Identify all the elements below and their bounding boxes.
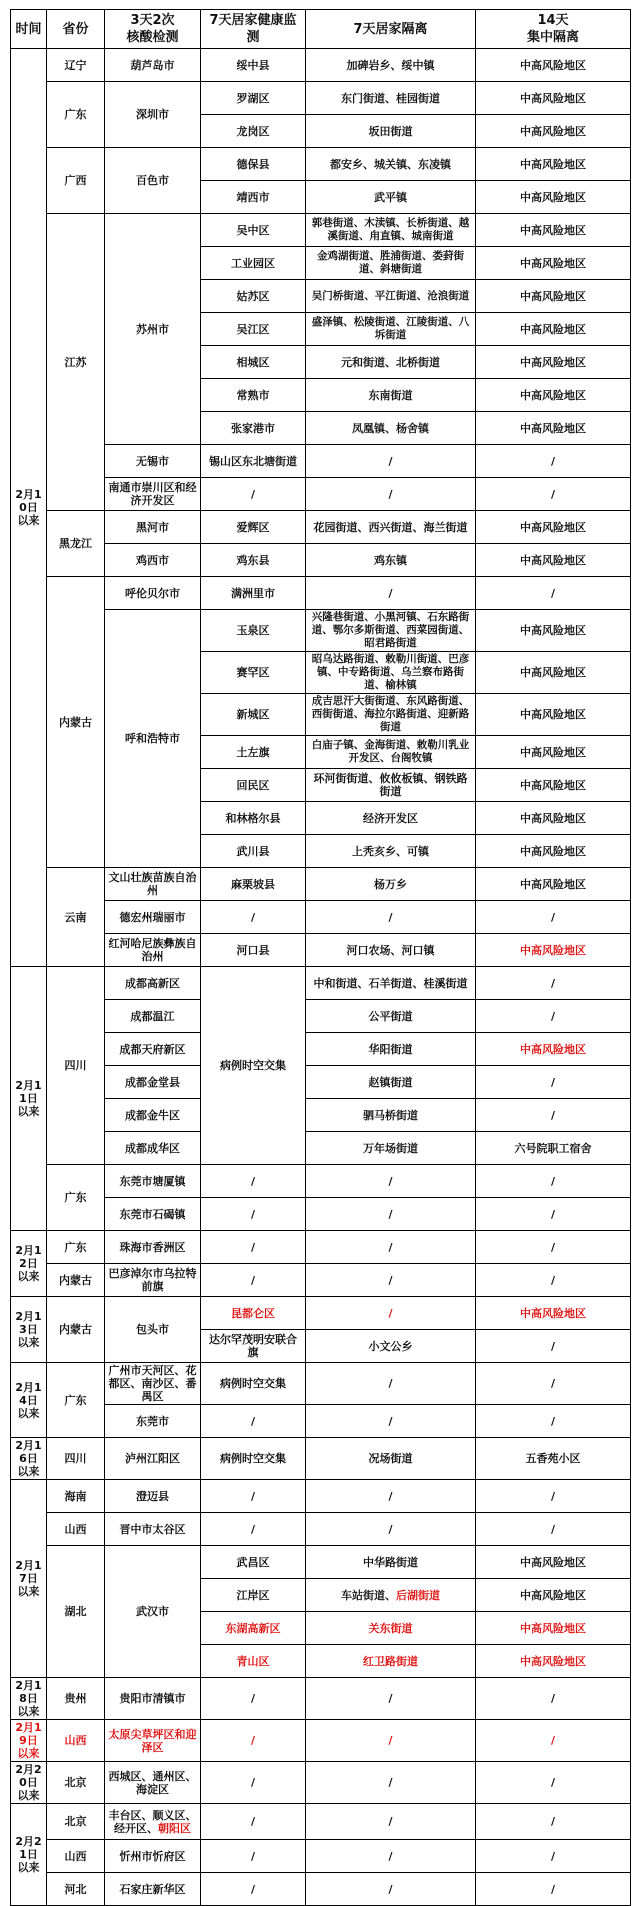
home-health-cell: 土左旗 <box>201 736 306 769</box>
table-row <box>11 1804 631 1840</box>
home-isolation-cell: 坂田街道 <box>306 115 476 148</box>
home-health-cell: / <box>201 1678 306 1720</box>
home-isolation-cell: 环河街街道、攸攸板镇、钢铁路街道 <box>306 769 476 802</box>
home-isolation-cell: 凤凰镇、杨舍镇 <box>306 412 476 445</box>
table-row <box>11 1438 631 1480</box>
home-isolation-cell: 中华路街道 <box>306 1546 476 1579</box>
home-health-cell: 爱辉区 <box>201 511 306 544</box>
home-health-cell: 病例时空交集 <box>201 967 306 1165</box>
time-cell: 2月21日以来 <box>11 1804 47 1906</box>
home-isolation-cell: / <box>306 1363 476 1405</box>
home-health-cell: 吴江区 <box>201 313 306 346</box>
time-cell: 2月14日以来 <box>11 1363 47 1438</box>
city-cell: 东莞市石碣镇 <box>105 1198 201 1231</box>
central-isolation-cell: 中高风险地区 <box>476 1546 631 1579</box>
province-cell: 内蒙古 <box>47 1264 105 1297</box>
city-cell: 贵阳市清镇市 <box>105 1678 201 1720</box>
header-row <box>11 10 631 49</box>
home-health-cell: / <box>201 1804 306 1840</box>
city-cell: 太原尖草坪区和迎泽区 <box>105 1720 201 1762</box>
home-isolation-cell: 昭乌达路街道、敕勒川街道、巴彦镇、中专路街道、乌兰察布路街道、榆林镇 <box>306 652 476 694</box>
central-isolation-cell: / <box>476 1264 631 1297</box>
central-isolation-cell: 中高风险地区 <box>476 1033 631 1066</box>
city-cell: 澄迈县 <box>105 1480 201 1513</box>
table-row <box>11 1840 631 1873</box>
home-health-cell: 东湖高新区 <box>201 1612 306 1645</box>
time-cell: 2月18日以来 <box>11 1678 47 1720</box>
central-isolation-cell: / <box>476 901 631 934</box>
central-isolation-cell: / <box>476 1840 631 1873</box>
home-isolation-cell: 元和街道、北桥街道 <box>306 346 476 379</box>
central-isolation-cell: 中高风险地区 <box>476 802 631 835</box>
home-health-cell: 回民区 <box>201 769 306 802</box>
home-health-cell: 江岸区 <box>201 1579 306 1612</box>
city-cell: 南通市崇川区和经济开发区 <box>105 478 201 511</box>
central-isolation-cell: 中高风险地区 <box>476 1297 631 1330</box>
home-isolation-cell: 小文公乡 <box>306 1330 476 1363</box>
home-health-cell: 玉泉区 <box>201 610 306 652</box>
central-isolation-cell: 中高风险地区 <box>476 280 631 313</box>
home-isolation-cell: / <box>306 1720 476 1762</box>
home-health-cell: 姑苏区 <box>201 280 306 313</box>
home-isolation-cell: 赵镇街道 <box>306 1066 476 1099</box>
home-isolation-cell: 河口农场、河口镇 <box>306 934 476 967</box>
home-health-cell: 鸡东县 <box>201 544 306 577</box>
central-isolation-cell: 中高风险地区 <box>476 379 631 412</box>
home-health-cell: 武昌区 <box>201 1546 306 1579</box>
time-cell: 2月20日以来 <box>11 1762 47 1804</box>
province-cell: 山西 <box>47 1513 105 1546</box>
table-row <box>11 1513 631 1546</box>
home-health-cell: / <box>201 1720 306 1762</box>
table-row <box>11 1546 631 1579</box>
city-cell <box>105 1804 201 1840</box>
province-cell: 四川 <box>47 967 105 1165</box>
risk-area-table <box>10 9 631 1906</box>
table-row <box>11 511 631 544</box>
city-cell: 西城区、通州区、海淀区 <box>105 1762 201 1804</box>
home-health-cell: 相城区 <box>201 346 306 379</box>
city-part-a: 丰台区、顺义区、经开区、 <box>108 1808 197 1835</box>
home-health-cell: 赛罕区 <box>201 652 306 694</box>
time-cell: 2月10日以来 <box>11 49 47 967</box>
central-isolation-cell: 中高风险地区 <box>476 835 631 868</box>
home-isolation-cell: / <box>306 901 476 934</box>
home-isolation-cell: 都安乡、城关镇、东凌镇 <box>306 148 476 181</box>
table-row <box>11 577 631 610</box>
central-isolation-cell: / <box>476 577 631 610</box>
home-health-cell: / <box>201 1513 306 1546</box>
central-isolation-cell: / <box>476 445 631 478</box>
central-isolation-cell: / <box>476 1804 631 1840</box>
home-isolation-cell: 花园街道、西兴街道、海兰街道 <box>306 511 476 544</box>
home-isolation-cell: 关东街道 <box>306 1612 476 1645</box>
table-row <box>11 49 631 82</box>
province-cell: 内蒙古 <box>47 577 105 868</box>
home-isolation-cell: 上秃亥乡、可镇 <box>306 835 476 868</box>
central-isolation-cell: 中高风险地区 <box>476 313 631 346</box>
city-cell: 呼和浩特市 <box>105 610 201 868</box>
central-isolation-cell: 中高风险地区 <box>476 1645 631 1678</box>
table-row <box>11 1762 631 1804</box>
home-isolation-cell: / <box>306 1198 476 1231</box>
city-cell: 成都高新区 <box>105 967 201 1000</box>
central-isolation-cell: / <box>476 1165 631 1198</box>
city-cell: 成都温江 <box>105 1000 201 1033</box>
home-isolation-cell: 华阳街道 <box>306 1033 476 1066</box>
home-isolation-cell: 盛泽镇、松陵街道、江陵街道、八坼街道 <box>306 313 476 346</box>
central-isolation-cell: 六号院职工宿舍 <box>476 1132 631 1165</box>
province-cell: 云南 <box>47 868 105 967</box>
home-isolation-cell: / <box>306 1678 476 1720</box>
city-cell: 成都天府新区 <box>105 1033 201 1066</box>
time-cell: 2月19日以来 <box>11 1720 47 1762</box>
city-cell: 石家庄新华区 <box>105 1873 201 1906</box>
home-health-cell: 龙岗区 <box>201 115 306 148</box>
central-isolation-cell: / <box>476 1678 631 1720</box>
home-isolation-cell: 杨万乡 <box>306 868 476 901</box>
city-cell: 葫芦岛市 <box>105 49 201 82</box>
city-cell: 鸡西市 <box>105 544 201 577</box>
header-home-isolation: 7天居家隔离 <box>306 10 476 49</box>
central-isolation-cell: / <box>476 1513 631 1546</box>
city-cell: 红河哈尼族彝族自治州 <box>105 934 201 967</box>
home-isolation-cell: 公平街道 <box>306 1000 476 1033</box>
central-isolation-cell: 中高风险地区 <box>476 115 631 148</box>
city-cell: 包头市 <box>105 1297 201 1363</box>
iso-part-b: 后湖街道 <box>396 1588 440 1602</box>
city-cell: 深圳市 <box>105 82 201 148</box>
province-cell: 广东 <box>47 82 105 148</box>
home-health-cell: 张家港市 <box>201 412 306 445</box>
home-health-cell: 新城区 <box>201 694 306 736</box>
table-row <box>11 214 631 247</box>
central-isolation-cell: / <box>476 1405 631 1438</box>
home-health-cell: / <box>201 1264 306 1297</box>
home-isolation-cell: / <box>306 1804 476 1840</box>
province-cell: 山西 <box>47 1840 105 1873</box>
city-cell: 呼伦贝尔市 <box>105 577 201 610</box>
province-cell: 黑龙江 <box>47 511 105 577</box>
home-health-cell: 锡山区东北塘街道 <box>201 445 306 478</box>
city-cell: 黑河市 <box>105 511 201 544</box>
central-isolation-cell: 中高风险地区 <box>476 49 631 82</box>
time-cell: 2月17日以来 <box>11 1480 47 1678</box>
central-isolation-cell: / <box>476 478 631 511</box>
home-health-cell: / <box>201 901 306 934</box>
city-part-b: 朝阳区 <box>158 1821 191 1835</box>
province-cell: 河北 <box>47 1873 105 1906</box>
home-health-cell: / <box>201 478 306 511</box>
home-health-cell: / <box>201 1762 306 1804</box>
home-health-cell: 武川县 <box>201 835 306 868</box>
city-cell: 成都金堂县 <box>105 1066 201 1099</box>
central-isolation-cell: 中高风险地区 <box>476 694 631 736</box>
time-cell: 2月11日以来 <box>11 967 47 1231</box>
home-health-cell: 满洲里市 <box>201 577 306 610</box>
home-isolation-cell: / <box>306 1840 476 1873</box>
city-cell: 珠海市香洲区 <box>105 1231 201 1264</box>
home-isolation-cell: 万年场街道 <box>306 1132 476 1165</box>
time-cell: 2月16日以来 <box>11 1438 47 1480</box>
province-cell: 广东 <box>47 1231 105 1264</box>
city-cell: 巴彦淖尔市乌拉特前旗 <box>105 1264 201 1297</box>
home-health-cell: / <box>201 1165 306 1198</box>
home-health-cell: 病例时空交集 <box>201 1438 306 1480</box>
home-isolation-cell: 武平镇 <box>306 181 476 214</box>
home-health-cell: 靖西市 <box>201 181 306 214</box>
table-row <box>11 868 631 901</box>
home-health-cell: / <box>201 1840 306 1873</box>
city-cell: 泸州江阳区 <box>105 1438 201 1480</box>
header-nucleic-test <box>105 10 201 49</box>
central-isolation-cell: 中高风险地区 <box>476 214 631 247</box>
time-cell: 2月12日以来 <box>11 1231 47 1297</box>
table-row <box>11 1231 631 1264</box>
city-cell: 忻州市忻府区 <box>105 1840 201 1873</box>
central-isolation-cell: 中高风险地区 <box>476 346 631 379</box>
home-health-cell: 德保县 <box>201 148 306 181</box>
header-central-line1: 14天 <box>537 13 569 28</box>
province-cell: 江苏 <box>47 214 105 511</box>
table-row <box>11 1480 631 1513</box>
header-central-line2: 集中隔离 <box>526 30 579 45</box>
central-isolation-cell: 中高风险地区 <box>476 544 631 577</box>
central-isolation-cell: / <box>476 1198 631 1231</box>
province-cell: 广东 <box>47 1165 105 1231</box>
city-cell: 武汉市 <box>105 1546 201 1678</box>
province-cell: 四川 <box>47 1438 105 1480</box>
table-row <box>11 1678 631 1720</box>
time-cell: 2月13日以来 <box>11 1297 47 1363</box>
iso-part-a: 车站街道、 <box>341 1588 396 1602</box>
central-isolation-cell: / <box>476 1330 631 1363</box>
table-row <box>11 1264 631 1297</box>
city-cell: 东莞市 <box>105 1405 201 1438</box>
central-isolation-cell: / <box>476 1762 631 1804</box>
central-isolation-cell: 中高风险地区 <box>476 652 631 694</box>
city-cell: 东莞市塘厦镇 <box>105 1165 201 1198</box>
home-isolation-cell: 红卫路街道 <box>306 1645 476 1678</box>
province-cell: 湖北 <box>47 1546 105 1678</box>
central-isolation-cell: 中高风险地区 <box>476 148 631 181</box>
central-isolation-cell: 中高风险地区 <box>476 412 631 445</box>
central-isolation-cell: 中高风险地区 <box>476 1612 631 1645</box>
central-isolation-cell: / <box>476 967 631 1000</box>
central-isolation-cell: / <box>476 1363 631 1405</box>
table-row <box>11 1873 631 1906</box>
home-health-cell: 青山区 <box>201 1645 306 1678</box>
table-row <box>11 967 631 1000</box>
home-isolation-cell: / <box>306 1264 476 1297</box>
home-health-cell: 绥中县 <box>201 49 306 82</box>
province-cell: 山西 <box>47 1720 105 1762</box>
home-health-cell: 罗湖区 <box>201 82 306 115</box>
home-isolation-cell: 中和街道、石羊街道、桂溪街道 <box>306 967 476 1000</box>
home-health-cell: 河口县 <box>201 934 306 967</box>
header-nucleic-test-line2: 核酸检测 <box>126 30 179 45</box>
header-home-health: 7天居家健康监测 <box>201 10 306 49</box>
home-health-cell: / <box>201 1405 306 1438</box>
central-isolation-cell: 中高风险地区 <box>476 247 631 280</box>
province-cell: 辽宁 <box>47 49 105 82</box>
central-isolation-cell: / <box>476 1099 631 1132</box>
city-cell: 百色市 <box>105 148 201 214</box>
home-isolation-cell: / <box>306 1873 476 1906</box>
home-isolation-cell: 驷马桥街道 <box>306 1099 476 1132</box>
home-isolation-cell: / <box>306 1480 476 1513</box>
province-cell: 北京 <box>47 1762 105 1804</box>
table-row <box>11 1165 631 1198</box>
home-isolation-cell: / <box>306 1165 476 1198</box>
central-isolation-cell: 中高风险地区 <box>476 736 631 769</box>
home-health-cell: / <box>201 1231 306 1264</box>
home-isolation-cell: 白庙子镇、金海街道、敕勒川乳业开发区、台阁牧镇 <box>306 736 476 769</box>
home-isolation-cell: 鸡东镇 <box>306 544 476 577</box>
central-isolation-cell: / <box>476 1231 631 1264</box>
home-health-cell: 工业园区 <box>201 247 306 280</box>
home-health-cell: 吴中区 <box>201 214 306 247</box>
central-isolation-cell: / <box>476 1480 631 1513</box>
home-health-cell: / <box>201 1873 306 1906</box>
header-time: 时间 <box>11 10 47 49</box>
table-row <box>11 82 631 115</box>
central-isolation-cell: / <box>476 1066 631 1099</box>
home-isolation-cell: 加碑岩乡、绥中镇 <box>306 49 476 82</box>
city-cell: 德宏州瑞丽市 <box>105 901 201 934</box>
home-isolation-cell: / <box>306 1405 476 1438</box>
home-isolation-cell <box>306 1579 476 1612</box>
home-isolation-cell: 兴隆巷街道、小黑河镇、石东路街道、鄂尔多斯街道、西菜园街道、昭君路街道 <box>306 610 476 652</box>
header-nucleic-test-line1: 3天2次 <box>130 13 175 28</box>
home-isolation-cell: / <box>306 577 476 610</box>
city-cell: 无锡市 <box>105 445 201 478</box>
city-cell: 广州市天河区、花都区、南沙区、番禺区 <box>105 1363 201 1405</box>
city-cell: 成都成华区 <box>105 1132 201 1165</box>
home-health-cell: / <box>201 1198 306 1231</box>
province-cell: 内蒙古 <box>47 1297 105 1363</box>
home-isolation-cell: / <box>306 1513 476 1546</box>
central-isolation-cell: 中高风险地区 <box>476 181 631 214</box>
home-health-cell: 常熟市 <box>201 379 306 412</box>
city-cell: 成都金牛区 <box>105 1099 201 1132</box>
city-cell: 苏州市 <box>105 214 201 445</box>
central-isolation-cell: 中高风险地区 <box>476 82 631 115</box>
home-isolation-cell: / <box>306 445 476 478</box>
home-isolation-cell: 东南街道 <box>306 379 476 412</box>
home-isolation-cell: 吴门桥街道、平江街道、沧浪街道 <box>306 280 476 313</box>
home-health-cell: / <box>201 1480 306 1513</box>
home-isolation-cell: 经济开发区 <box>306 802 476 835</box>
central-isolation-cell: 中高风险地区 <box>476 511 631 544</box>
home-isolation-cell: / <box>306 478 476 511</box>
home-health-cell: 病例时空交集 <box>201 1363 306 1405</box>
header-central-isolation <box>476 10 631 49</box>
central-isolation-cell: 中高风险地区 <box>476 934 631 967</box>
central-isolation-cell: 中高风险地区 <box>476 1579 631 1612</box>
home-isolation-cell: 况场街道 <box>306 1438 476 1480</box>
province-cell: 北京 <box>47 1804 105 1840</box>
home-isolation-cell: 东门街道、桂园街道 <box>306 82 476 115</box>
home-health-cell: 达尔罕茂明安联合旗 <box>201 1330 306 1363</box>
central-isolation-cell: 中高风险地区 <box>476 769 631 802</box>
table-row <box>11 148 631 181</box>
province-cell: 贵州 <box>47 1678 105 1720</box>
province-cell: 广东 <box>47 1363 105 1438</box>
province-cell: 广西 <box>47 148 105 214</box>
central-isolation-cell: / <box>476 1720 631 1762</box>
home-health-cell: 麻栗坡县 <box>201 868 306 901</box>
province-cell: 海南 <box>47 1480 105 1513</box>
home-isolation-cell: / <box>306 1231 476 1264</box>
city-cell: 晋中市太谷区 <box>105 1513 201 1546</box>
home-health-cell: 和林格尔县 <box>201 802 306 835</box>
city-cell: 文山壮族苗族自治州 <box>105 868 201 901</box>
home-isolation-cell: 成吉思汗大街街道、东风路街道、西街街道、海拉尔路街道、迎新路街道 <box>306 694 476 736</box>
home-isolation-cell: / <box>306 1297 476 1330</box>
table-row <box>11 1363 631 1405</box>
header-province: 省份 <box>47 10 105 49</box>
central-isolation-cell: 中高风险地区 <box>476 610 631 652</box>
central-isolation-cell: / <box>476 1873 631 1906</box>
home-isolation-cell: 郭巷街道、木渎镇、长桥街道、越溪街道、甪直镇、城南街道 <box>306 214 476 247</box>
home-isolation-cell: 金鸡湖街道、胜浦街道、娄葑街道、斜塘街道 <box>306 247 476 280</box>
home-health-cell: 昆都仑区 <box>201 1297 306 1330</box>
central-isolation-cell: 五香苑小区 <box>476 1438 631 1480</box>
central-isolation-cell: 中高风险地区 <box>476 868 631 901</box>
table-row <box>11 1720 631 1762</box>
table-row <box>11 1297 631 1330</box>
home-isolation-cell: / <box>306 1762 476 1804</box>
central-isolation-cell: / <box>476 1000 631 1033</box>
